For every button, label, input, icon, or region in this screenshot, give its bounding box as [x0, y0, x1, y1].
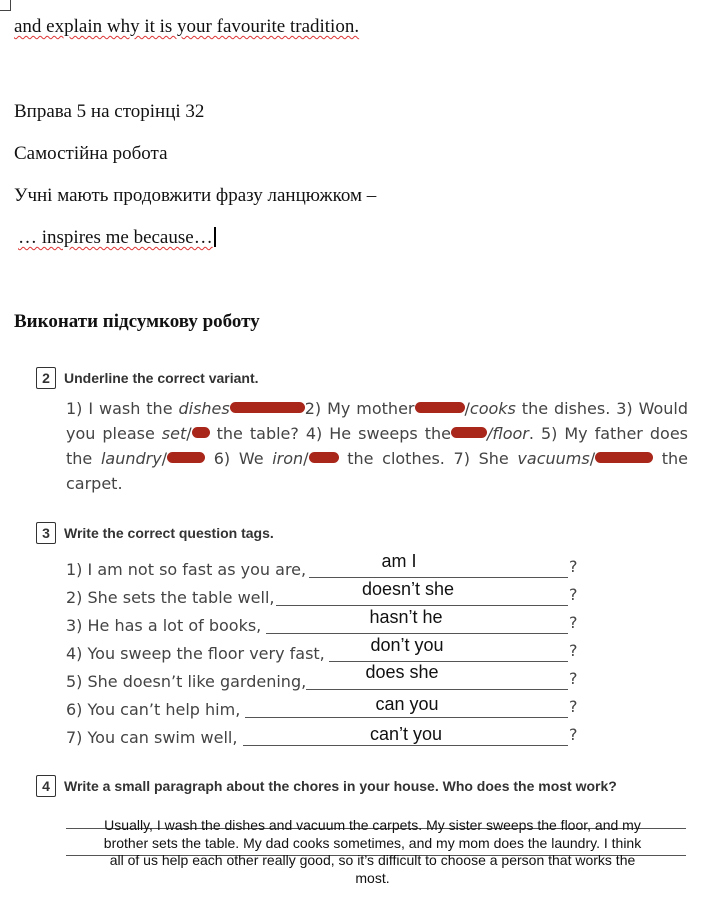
independent-work-heading: Самостійна робота: [14, 143, 168, 164]
instruction-text: Учні мають продовжити фразу ланцюжком –: [14, 185, 377, 206]
scribble: [451, 427, 487, 438]
chain-phrase: … inspires me because…: [18, 227, 213, 248]
question-tag-row: 2) She sets the table well,: [66, 588, 275, 607]
text-line-tradition: and explain why it is your favourite tradition.: [14, 16, 360, 37]
question-tag-row: 7) You can swim well,: [66, 728, 238, 747]
task3-title: Write the correct question tags.: [64, 525, 274, 541]
text-cursor: [214, 227, 216, 247]
exercise-ref: Вправа 5 на сторінці 32: [14, 101, 205, 122]
question-tag-row: 6) You can’t help him,: [66, 700, 241, 719]
answer-text: does she: [365, 662, 439, 682]
question-tag-row: 5) She doesn’t like gardening,: [66, 672, 307, 691]
task3-header: [36, 522, 274, 544]
answer-text: can you: [375, 694, 439, 714]
task2-title: Underline the correct variant.: [64, 370, 259, 386]
question-mark: ?: [569, 669, 578, 688]
chain-phrase-line[interactable]: [18, 227, 216, 249]
scribble: [415, 402, 465, 413]
question-mark: ?: [569, 697, 578, 716]
scribble: [167, 452, 205, 463]
task3-number: 3: [36, 522, 56, 544]
answer-text: can’t you: [369, 724, 443, 744]
answer-text: am I: [381, 551, 417, 571]
task4-title: Write a small paragraph about the chores in your house. Who does the most work?: [64, 778, 617, 794]
task4-number: 4: [36, 775, 56, 797]
answer-line[interactable]: [245, 717, 568, 718]
answer-line[interactable]: [266, 633, 568, 634]
task2-text: 1) I wash the dishes 2) My mother /cooks the dishes. 3) Would you please set/ the table? 4) He sweeps the /floor. 5) My father does the laundry/ 6) We iron/ the clothes. 7) She vacuums/ the carpet.: [66, 399, 689, 493]
task2-header: [36, 367, 259, 389]
question-mark: ?: [569, 725, 578, 744]
answer-line[interactable]: [306, 689, 568, 690]
task2-number: 2: [36, 367, 56, 389]
answer-text: hasn’t he: [369, 607, 443, 627]
answer-text: doesn’t she: [361, 579, 455, 599]
scribble: [595, 452, 653, 463]
answer-text: don’t you: [370, 635, 444, 655]
answer-line[interactable]: [243, 745, 568, 746]
paragraph-answer: Usually, I wash the dishes and vacuum the carpets. My sister sweeps the floor, and my brother sets the table. My dad cooks sometimes, and my mom does the laundry. I think all of us help each other really good, so it’s difficult to choose a person that works the most.: [103, 817, 642, 886]
question-tag-row: 3) He has a lot of books,: [66, 616, 262, 635]
final-task-heading: Виконати підсумкову роботу: [14, 311, 260, 332]
scribble: [192, 427, 210, 438]
question-mark: ?: [569, 641, 578, 660]
task4-header: [36, 775, 617, 797]
question-mark: ?: [569, 613, 578, 632]
scribble: [309, 452, 339, 463]
corner-mark: [0, 0, 11, 11]
answer-line[interactable]: [309, 577, 568, 578]
scribble: [230, 402, 305, 413]
question-mark: ?: [569, 557, 578, 576]
answer-line[interactable]: [276, 605, 568, 606]
question-tag-row: 1) I am not so fast as you are,: [66, 560, 307, 579]
question-tag-row: 4) You sweep the floor very fast,: [66, 644, 325, 663]
question-mark: ?: [569, 585, 578, 604]
